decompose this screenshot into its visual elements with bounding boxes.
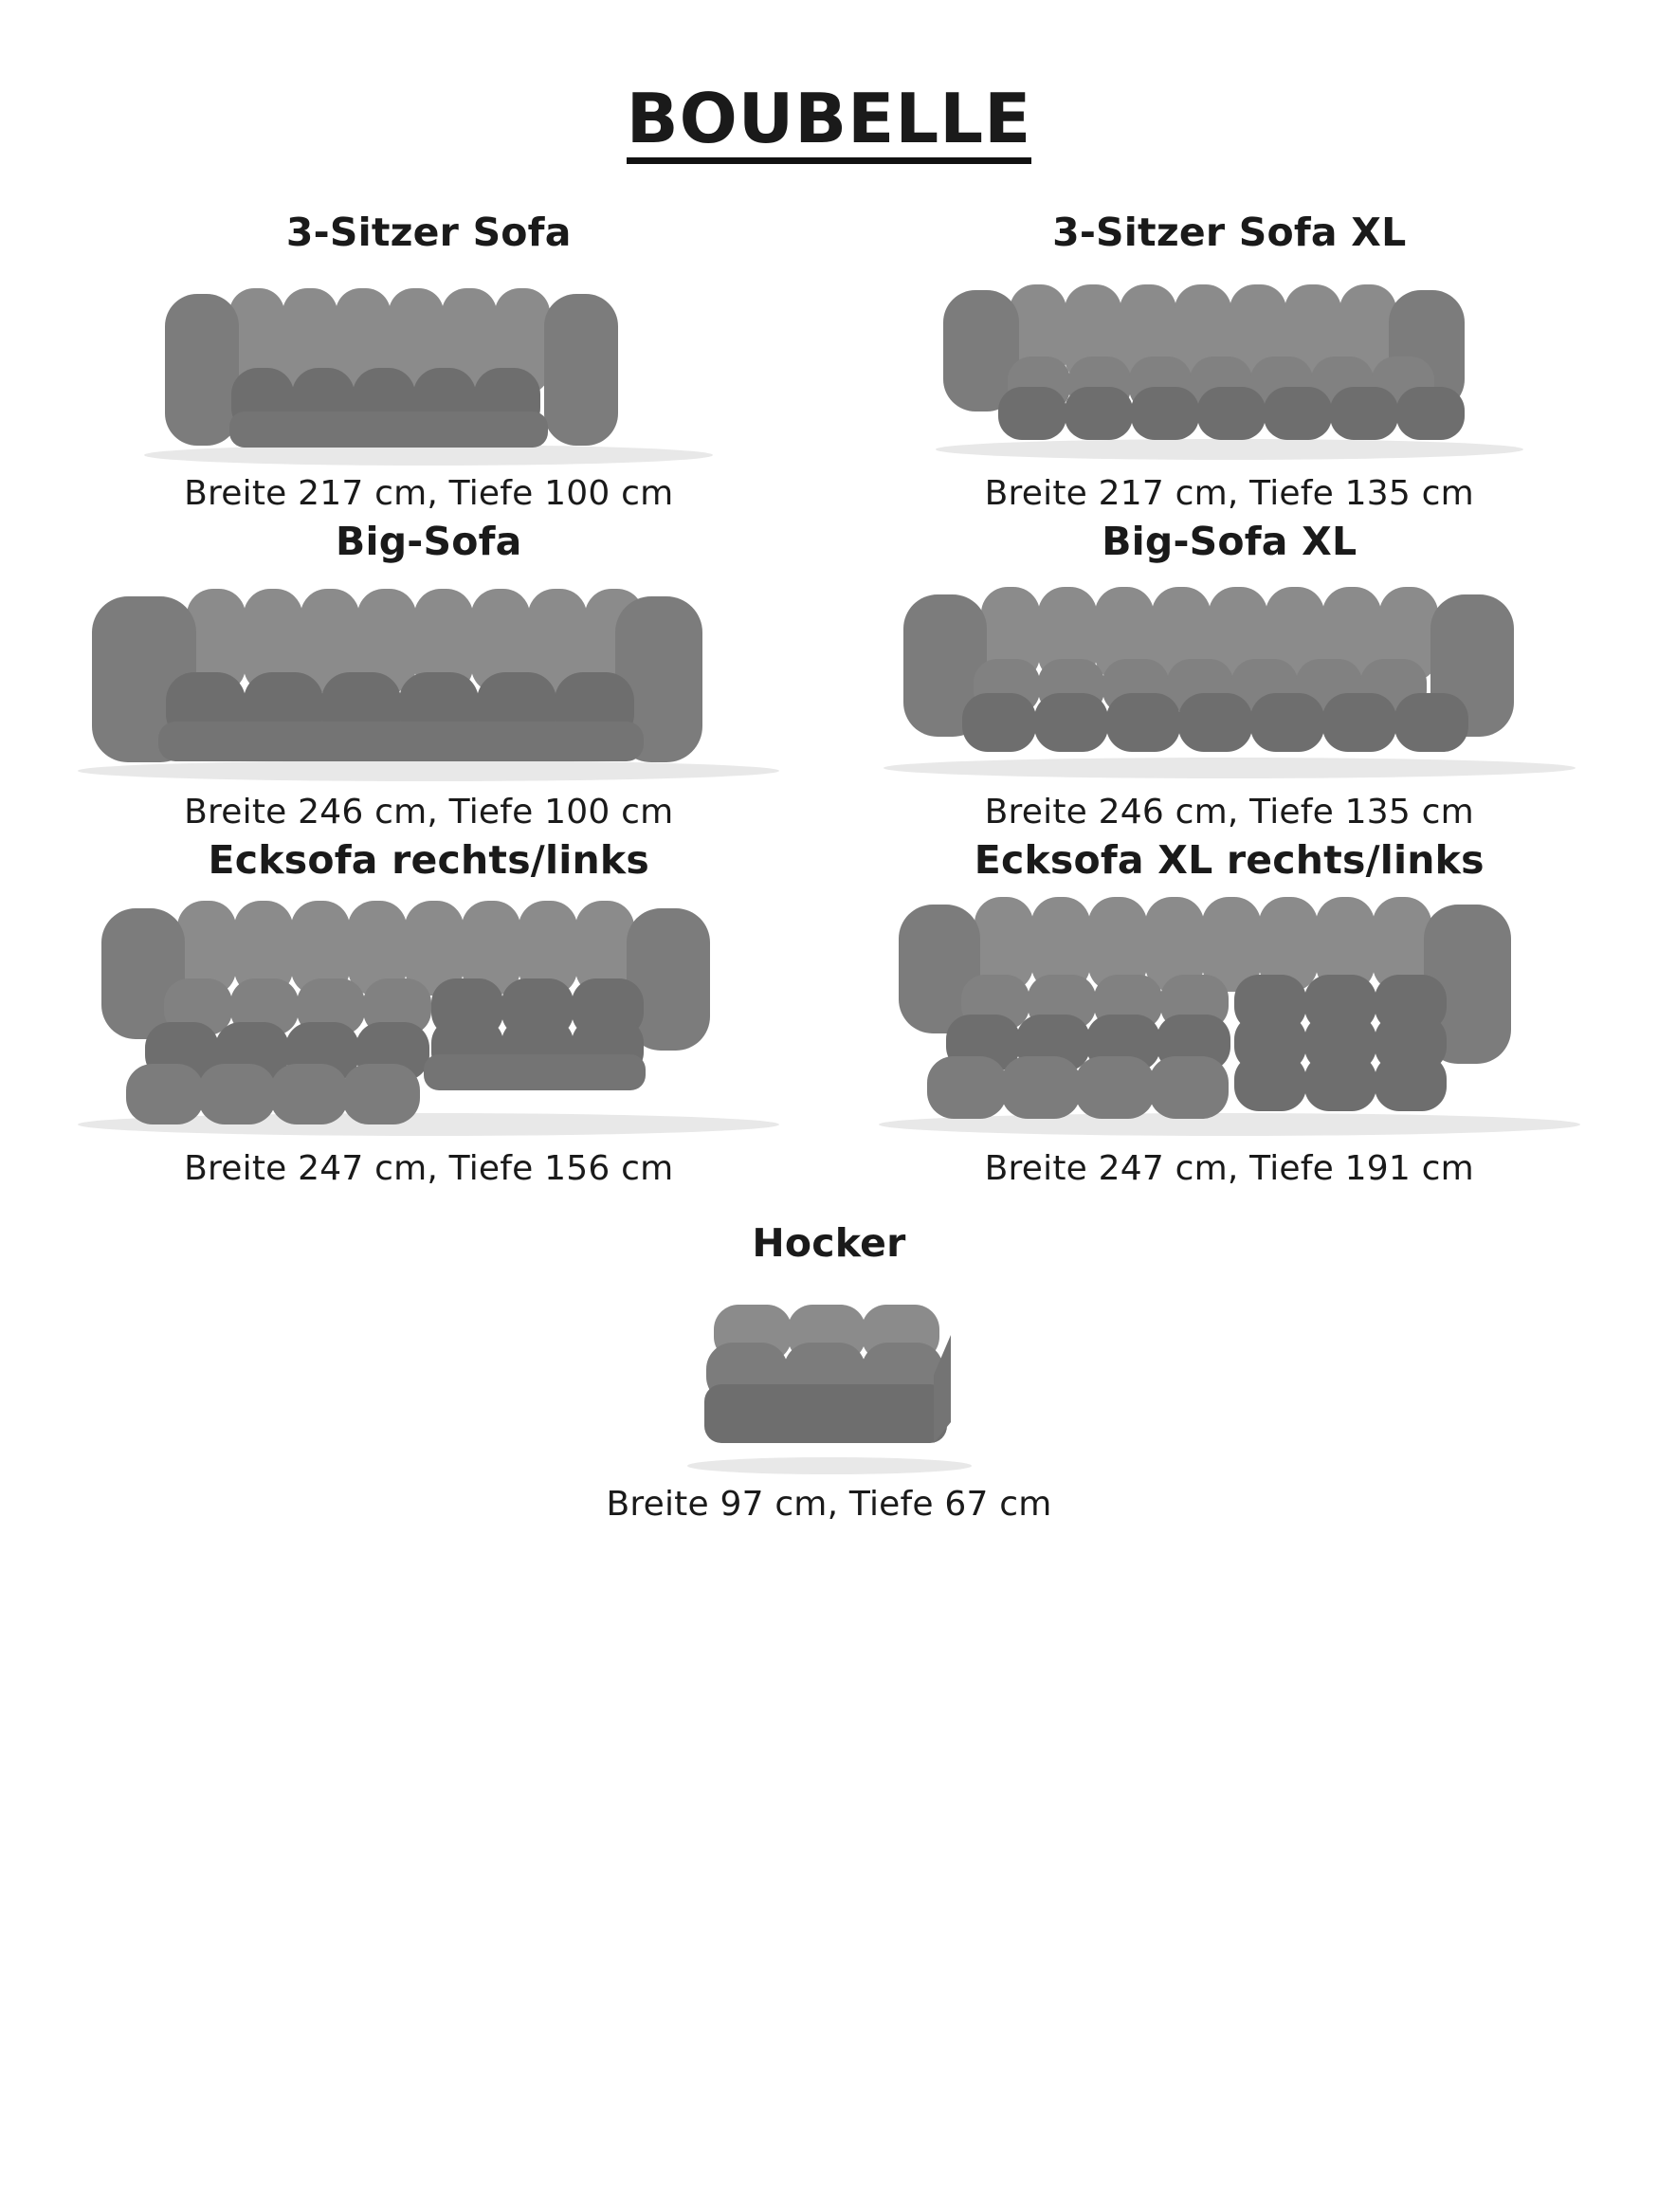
ottoman-icon	[649, 1280, 1010, 1479]
product-image	[839, 265, 1621, 468]
product-image	[38, 574, 820, 787]
product-card	[38, 837, 820, 1188]
product-card	[38, 210, 820, 513]
big-sofa-icon	[54, 574, 803, 787]
product-image	[38, 892, 820, 1143]
product-title: Ecksofa rechts/links	[208, 836, 649, 883]
product-card	[839, 519, 1621, 832]
product-dimensions: Breite 97 cm, Tiefe 67 cm	[606, 1484, 1052, 1524]
product-title: Big-Sofa	[336, 518, 522, 564]
product-card	[839, 837, 1621, 1188]
product-card	[38, 519, 820, 832]
product-image	[38, 265, 820, 468]
big-sofa-xl-icon	[860, 574, 1599, 787]
product-title: Ecksofa XL rechts/links	[974, 836, 1485, 883]
product-title: Big-Sofa XL	[1102, 518, 1357, 564]
product-title: 3-Sitzer Sofa	[285, 209, 572, 255]
product-dimensions: Breite 246 cm, Tiefe 135 cm	[984, 792, 1474, 832]
product-grid	[38, 210, 1620, 1188]
title-area	[38, 0, 1620, 164]
product-dimensions: Breite 246 cm, Tiefe 100 cm	[184, 792, 674, 832]
product-title: Hocker	[752, 1219, 906, 1266]
sofa-3-seater-icon	[116, 269, 741, 468]
product-image	[839, 574, 1621, 787]
product-dimensions: Breite 217 cm, Tiefe 135 cm	[984, 473, 1474, 513]
product-image	[38, 1275, 1620, 1479]
sofa-3-seater-xl-icon	[898, 269, 1561, 468]
product-image	[839, 892, 1621, 1143]
corner-sofa-icon	[54, 887, 803, 1143]
product-card	[839, 210, 1621, 513]
product-card	[38, 1220, 1620, 1524]
page-title: BOUBELLE	[627, 83, 1032, 164]
corner-sofa-xl-icon	[855, 887, 1604, 1143]
product-title: 3-Sitzer Sofa XL	[1052, 209, 1407, 255]
product-dimensions: Breite 217 cm, Tiefe 100 cm	[184, 473, 674, 513]
product-dimensions: Breite 247 cm, Tiefe 191 cm	[984, 1148, 1474, 1188]
product-dimensions: Breite 247 cm, Tiefe 156 cm	[184, 1148, 674, 1188]
